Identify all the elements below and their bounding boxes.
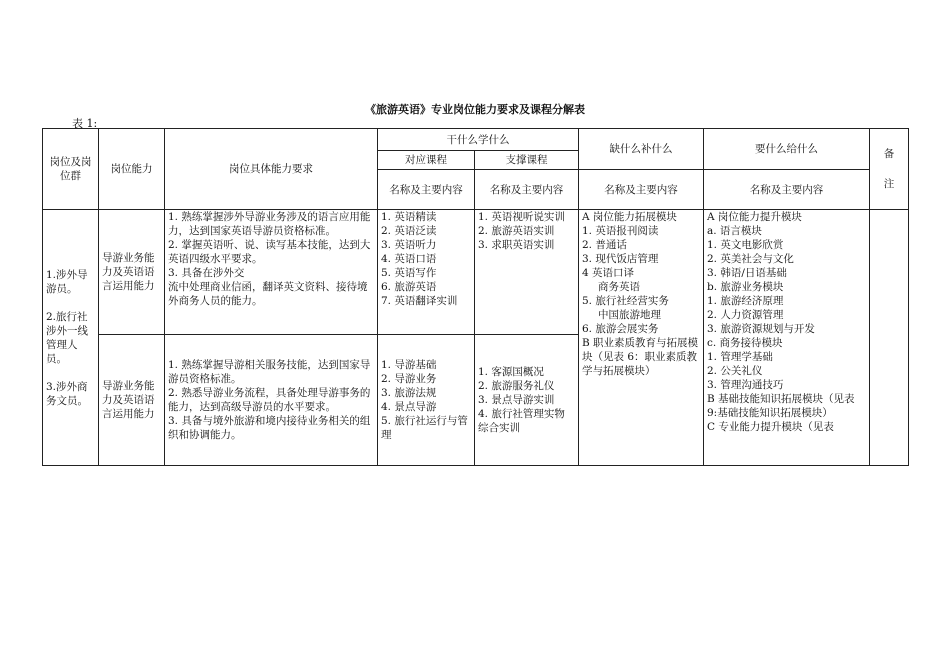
header-course <box>378 151 475 170</box>
subheader-support-label: 名称及主要内容 <box>489 183 564 196</box>
header-requirement-label: 岗位具体能力要求 <box>229 163 313 175</box>
header-course-label: 对应课程 <box>405 154 447 166</box>
course-item: 3. 旅游法规 <box>381 387 437 399</box>
document-title: 《旅游英语》专业岗位能力要求及课程分解表 <box>365 103 585 116</box>
subheader-course-label: 名称及主要内容 <box>389 183 463 196</box>
ability-text: 导游业务能力及英语语言运用能力 <box>102 252 155 292</box>
header-requirement <box>165 129 378 210</box>
requirement-cell-2 <box>165 335 378 466</box>
ability-cell-2 <box>99 335 165 466</box>
course-item: 4. 英语口语 <box>381 253 437 265</box>
supplement-item: A 岗位能力拓展模块 <box>582 211 677 223</box>
header-group <box>43 129 99 210</box>
course-item: 5. 旅行社运行与管理 <box>381 415 468 441</box>
ability-cell-1 <box>99 210 165 335</box>
group-item: 1.涉外导游员。 <box>46 268 88 295</box>
supplement-item: 商务英语 <box>598 281 640 293</box>
supplement-item: 中国旅游地理 <box>598 309 661 321</box>
supplement-item: 2. 普通话 <box>582 239 627 251</box>
support-item: 4. 旅行社管理实物综合实训 <box>478 408 565 434</box>
subheader-give <box>704 170 870 210</box>
supplement-item: 5. 旅行社经营实务 <box>582 295 669 307</box>
requirement-item: 1. 熟练掌握涉外导游业务涉及的语言应用能力，达到国家英语导游员资格标准。 <box>168 211 371 237</box>
course-item: 3. 英语听力 <box>381 239 437 251</box>
requirement-item: 2. 掌握英语听、说、读写基本技能，达到大英语四级水平要求。 <box>168 239 371 265</box>
header-learn <box>378 129 579 151</box>
header-supplement-label: 缺什么补什么 <box>609 143 673 155</box>
requirement-item: 2. 熟悉导游业务流程，具备处理导游事务的能力，达到高级导游员的水平要求。 <box>168 387 371 413</box>
requirement-item: 1. 熟练掌握导游相关服务技能，达到国家导游员资格标准。 <box>168 359 371 385</box>
ability-text: 导游业务能力及英语语言运用能力 <box>102 380 155 420</box>
header-ability-label: 岗位能力 <box>110 163 153 175</box>
course-item: 6. 旅游英语 <box>381 281 437 293</box>
course-breakdown-table <box>42 128 909 466</box>
give-item: 1. 英文电影欣赏 <box>707 239 784 251</box>
header-note-label: 备注 <box>883 148 895 190</box>
subheader-course <box>378 170 475 210</box>
subheader-give-label: 名称及主要内容 <box>749 183 824 196</box>
give-item: 3. 管理沟通技巧 <box>707 379 784 391</box>
requirement-cell-1 <box>165 210 378 335</box>
support-item: 2. 旅游英语实训 <box>478 225 555 237</box>
support-item: 2. 旅游服务礼仪 <box>478 380 555 392</box>
support-item: 1. 客源国概况 <box>478 366 544 378</box>
give-item: 3. 韩语/日语基础 <box>707 267 787 279</box>
requirement-item: 3. 具备在涉外交 <box>168 267 245 279</box>
give-item: B 基础技能知识拓展模块（见表 9:基础技能知识拓展模块） <box>707 393 855 419</box>
group-cell <box>43 210 99 466</box>
header-give <box>704 129 870 170</box>
give-item: 1. 旅游经济原理 <box>707 295 784 307</box>
give-cell <box>704 210 870 466</box>
supplement-item: 6. 旅游会展实务 <box>582 323 659 335</box>
subheader-support <box>475 170 579 210</box>
requirement-item: 流中处理商业信函，翻译英文资料、接待境外商务人员的能力。 <box>168 281 368 307</box>
supplement-item: 4 英语口译 <box>582 267 635 279</box>
give-item: b. 旅游业务模块 <box>707 281 784 293</box>
give-item: c. 商务接待模块 <box>707 337 783 349</box>
give-item: 2. 人力资源管理 <box>707 309 784 321</box>
header-support-label: 支撑课程 <box>505 154 548 166</box>
supplement-cell <box>579 210 704 466</box>
support-item: 3. 景点导游实训 <box>478 394 555 406</box>
header-ability <box>99 129 165 210</box>
give-item: C 专业能力提升模块（见表 <box>707 421 834 433</box>
support-item: 3. 求职英语实训 <box>478 239 555 251</box>
supplement-item: 3. 现代饭店管理 <box>582 253 659 265</box>
give-item: A 岗位能力提升模块 <box>707 211 802 223</box>
subheader-supplement <box>579 170 704 210</box>
course-item: 2. 英语泛读 <box>381 225 437 237</box>
support-cell-2 <box>475 335 579 466</box>
give-item: 2. 英美社会与文化 <box>707 253 794 265</box>
note-cell <box>870 210 909 466</box>
course-cell-2 <box>378 335 475 466</box>
header-support <box>475 151 579 170</box>
table-label: 表 1: <box>72 117 98 130</box>
course-item: 2. 导游业务 <box>381 373 437 385</box>
supplement-item: 1. 英语报刊阅读 <box>582 225 659 237</box>
course-item: 4. 景点导游 <box>381 401 437 413</box>
course-item: 5. 英语写作 <box>381 267 437 279</box>
course-item: 1. 导游基础 <box>381 359 437 371</box>
group-item: 3.涉外商务文员。 <box>46 380 88 407</box>
give-item: 3. 旅游资源规划与开发 <box>707 323 815 335</box>
supplement-item: B 职业素质教育与拓展模块（见表 6：职业素质教学与拓展模块） <box>582 337 699 377</box>
header-supplement <box>579 129 704 170</box>
course-item: 1. 英语精读 <box>381 211 437 223</box>
give-item: 2. 公关礼仪 <box>707 365 763 377</box>
group-item: 2.旅行社涉外一线管理人员。 <box>46 310 88 365</box>
give-item: 1. 管理学基础 <box>707 351 773 363</box>
support-item: 1. 英语视听说实训 <box>478 211 565 223</box>
course-item: 7. 英语翻译实训 <box>381 295 458 307</box>
header-group-label: 岗位及岗位群 <box>49 156 92 182</box>
header-learn-label: 干什么学什么 <box>446 133 510 146</box>
subheader-supplement-label: 名称及主要内容 <box>604 183 678 196</box>
support-cell-1 <box>475 210 579 335</box>
header-note <box>870 129 909 210</box>
requirement-item: 3. 具备与境外旅游和境内接待业务相关的组织和协调能力。 <box>168 415 371 441</box>
header-give-label: 要什么给什么 <box>755 143 818 155</box>
course-cell-1 <box>378 210 475 335</box>
give-item: a. 语言模块 <box>707 225 762 237</box>
